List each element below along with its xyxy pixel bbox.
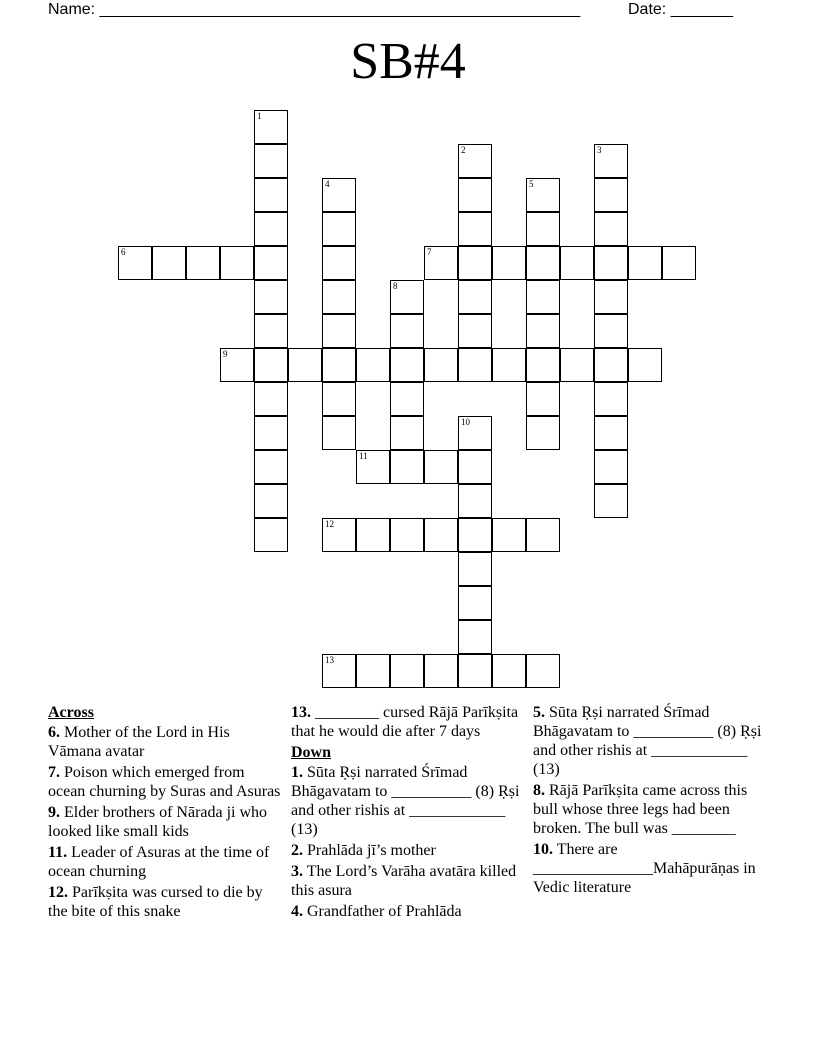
crossword-cell[interactable] <box>594 212 628 246</box>
crossword-cell[interactable] <box>390 280 424 314</box>
crossword-cell[interactable] <box>458 416 492 450</box>
crossword-cell[interactable] <box>458 348 492 382</box>
crossword-cell[interactable] <box>594 450 628 484</box>
crossword-cell[interactable] <box>458 450 492 484</box>
crossword-cell[interactable] <box>390 314 424 348</box>
crossword-cell[interactable] <box>628 246 662 280</box>
clue-number: 3 <box>597 145 602 155</box>
crossword-cell[interactable] <box>526 348 560 382</box>
crossword-cell[interactable] <box>594 280 628 314</box>
crossword-cell[interactable] <box>526 178 560 212</box>
crossword-cell[interactable] <box>288 348 322 382</box>
crossword-cell[interactable] <box>356 654 390 688</box>
crossword-cell[interactable] <box>118 246 152 280</box>
across-heading: Across <box>48 704 94 721</box>
crossword-cell[interactable] <box>458 144 492 178</box>
crossword-cell[interactable] <box>322 518 356 552</box>
crossword-cell[interactable] <box>458 484 492 518</box>
crossword-cell[interactable] <box>458 654 492 688</box>
clue-number: 11 <box>359 451 368 461</box>
clue-down-1: 1. Sūta Ṛṣi narrated Śrīmad Bhāgavatam to __________ (8) Ṛṣi and other rishis at ____________ (13) <box>291 764 520 838</box>
crossword-cell[interactable] <box>322 280 356 314</box>
crossword-cell[interactable] <box>526 518 560 552</box>
clue-number: 8 <box>393 281 398 291</box>
crossword-cell[interactable] <box>492 654 526 688</box>
crossword-cell[interactable] <box>526 246 560 280</box>
crossword-cell[interactable] <box>390 518 424 552</box>
crossword-cell[interactable] <box>526 416 560 450</box>
crossword-cell[interactable] <box>424 246 458 280</box>
clue-number: 1 <box>257 111 262 121</box>
crossword-cell[interactable] <box>254 348 288 382</box>
clue-down-2: 2. Prahlāda jī’s mother <box>291 842 436 859</box>
crossword-cell[interactable] <box>424 450 458 484</box>
crossword-cell[interactable] <box>220 348 254 382</box>
crossword-cell[interactable] <box>356 450 390 484</box>
clue-number: 2 <box>461 145 466 155</box>
crossword-cell[interactable] <box>594 484 628 518</box>
crossword-cell[interactable] <box>492 348 526 382</box>
crossword-cell[interactable] <box>254 144 288 178</box>
clue-down-5: 5. Sūta Ṛṣi narrated Śrīmad Bhāgavatam to __________ (8) Ṛṣi and other rishis at ____________ (13) <box>533 704 762 778</box>
clue-down-3: 3. The Lord’s Varāha avatāra killed this asura <box>291 863 517 899</box>
crossword-cell[interactable] <box>356 348 390 382</box>
crossword-cell[interactable] <box>322 314 356 348</box>
crossword-cell[interactable] <box>322 246 356 280</box>
clues-column-2 <box>291 703 527 923</box>
clue-across-6: 6. Mother of the Lord in His Vāmana avatar <box>48 724 230 760</box>
crossword-cell[interactable] <box>594 382 628 416</box>
name-field-label: Name: ______________________________________________________ <box>48 1 581 18</box>
crossword-cell[interactable] <box>560 246 594 280</box>
crossword-cell[interactable] <box>390 450 424 484</box>
crossword-cell[interactable] <box>458 280 492 314</box>
crossword-cell[interactable] <box>594 178 628 212</box>
crossword-cell[interactable] <box>322 654 356 688</box>
crossword-cell[interactable] <box>390 348 424 382</box>
crossword-cell[interactable] <box>390 382 424 416</box>
crossword-cell[interactable] <box>254 314 288 348</box>
crossword-cell[interactable] <box>458 178 492 212</box>
crossword-cell[interactable] <box>390 416 424 450</box>
crossword-cell[interactable] <box>424 348 458 382</box>
clue-number: 4 <box>325 179 330 189</box>
crossword-cell[interactable] <box>526 382 560 416</box>
crossword-cell[interactable] <box>254 110 288 144</box>
clue-number: 9 <box>223 349 228 359</box>
crossword-cell[interactable] <box>492 246 526 280</box>
crossword-cell[interactable] <box>458 620 492 654</box>
crossword-cell[interactable] <box>254 280 288 314</box>
crossword-cell[interactable] <box>526 280 560 314</box>
crossword-cell[interactable] <box>254 484 288 518</box>
clue-across-7: 7. Poison which emerged from ocean churning by Suras and Asuras <box>48 764 281 800</box>
crossword-cell[interactable] <box>254 450 288 484</box>
clue-number: 5 <box>529 179 534 189</box>
crossword-cell[interactable] <box>594 246 628 280</box>
crossword-cell[interactable] <box>594 348 628 382</box>
crossword-cell[interactable] <box>594 314 628 348</box>
crossword-cell[interactable] <box>662 246 696 280</box>
crossword-cell[interactable] <box>254 416 288 450</box>
crossword-cell[interactable] <box>458 314 492 348</box>
crossword-cell[interactable] <box>322 348 356 382</box>
crossword-cell[interactable] <box>254 246 288 280</box>
clue-number: 12 <box>325 519 334 529</box>
puzzle-title: SB#4 <box>350 33 466 90</box>
crossword-cell[interactable] <box>594 416 628 450</box>
crossword-cell[interactable] <box>356 518 390 552</box>
crossword-cell[interactable] <box>458 246 492 280</box>
crossword-cell[interactable] <box>152 246 186 280</box>
crossword-cell[interactable] <box>628 348 662 382</box>
crossword-cell[interactable] <box>458 552 492 586</box>
clue-number: 6 <box>121 247 126 257</box>
crossword-cell[interactable] <box>458 586 492 620</box>
crossword-cell[interactable] <box>424 654 458 688</box>
clue-number: 10 <box>461 417 470 427</box>
crossword-cell[interactable] <box>458 212 492 246</box>
crossword-cell[interactable] <box>458 518 492 552</box>
crossword-cell[interactable] <box>390 654 424 688</box>
crossword-cell[interactable] <box>526 654 560 688</box>
crossword-cell[interactable] <box>526 314 560 348</box>
clues-column-1 <box>48 703 284 923</box>
crossword-cell[interactable] <box>254 518 288 552</box>
crossword-cell[interactable] <box>322 382 356 416</box>
clues-column-3 <box>533 703 773 899</box>
crossword-cell[interactable] <box>322 178 356 212</box>
crossword-cell[interactable] <box>424 518 458 552</box>
clue-down-10: 10. There are _______________Mahāpurāṇas in Vedic literature <box>533 841 756 896</box>
crossword-cell[interactable] <box>220 246 254 280</box>
clue-across-11: 11. Leader of Asuras at the time of ocean churning <box>48 844 270 880</box>
crossword-cell[interactable] <box>560 348 594 382</box>
crossword-cell[interactable] <box>186 246 220 280</box>
clue-down-8: 8. Rājā Parīkṣita came across this bull whose three legs had been broken. The bull was ________ <box>533 782 748 837</box>
crossword-cell[interactable] <box>254 382 288 416</box>
crossword-cell[interactable] <box>322 416 356 450</box>
crossword-cell[interactable] <box>254 178 288 212</box>
crossword-cell[interactable] <box>526 212 560 246</box>
clue-across-9: 9. Elder brothers of Nārada ji who looked like small kids <box>48 804 268 840</box>
crossword-cell[interactable] <box>594 144 628 178</box>
clue-across-13: 13. ________ cursed Rājā Parīkṣita that he would die after 7 days <box>291 704 519 740</box>
down-heading: Down <box>291 744 332 761</box>
crossword-cell[interactable] <box>254 212 288 246</box>
clue-number: 13 <box>325 655 334 665</box>
crossword-cell[interactable] <box>492 518 526 552</box>
date-field-label: Date: _______ <box>628 1 733 18</box>
clue-down-4: 4. Grandfather of Prahlāda <box>291 903 462 920</box>
clue-across-12: 12. Parīkṣita was cursed to die by the bite of this snake <box>48 884 263 920</box>
crossword-cell[interactable] <box>322 212 356 246</box>
clue-number: 7 <box>427 247 432 257</box>
